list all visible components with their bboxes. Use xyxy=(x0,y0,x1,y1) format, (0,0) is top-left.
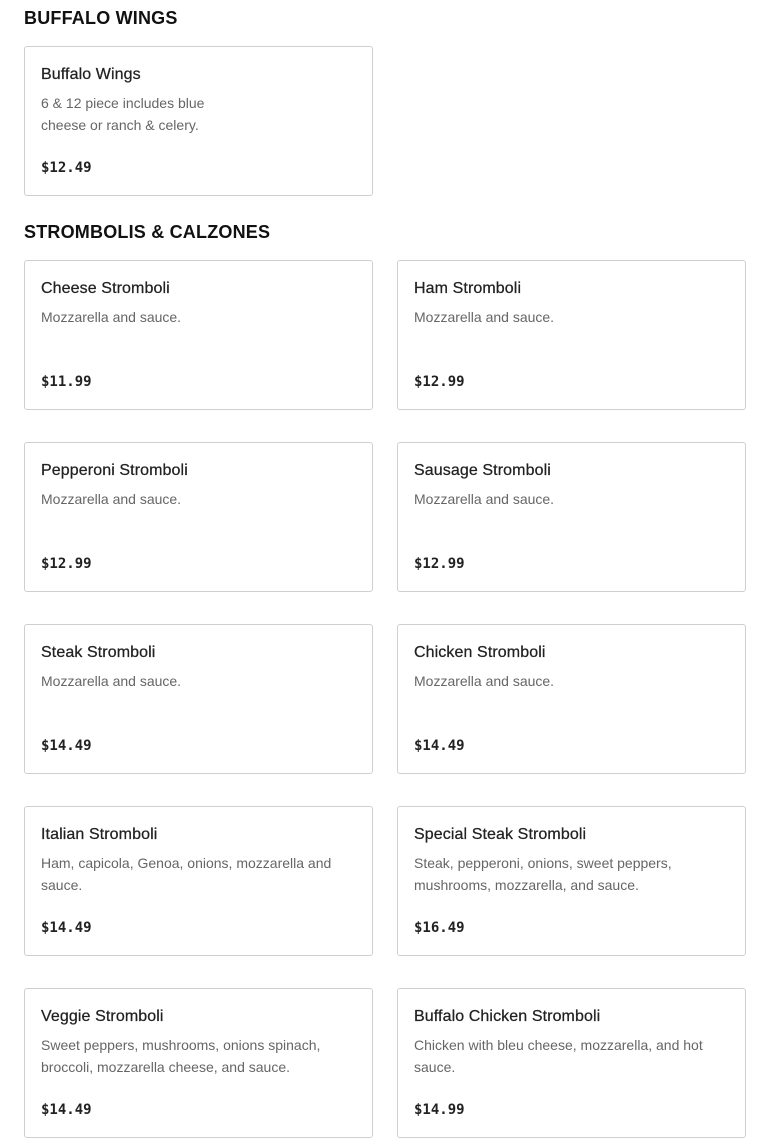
menu-item-card[interactable] xyxy=(24,624,373,774)
menu-item-price: $11.99 xyxy=(41,374,92,390)
menu-item-card[interactable] xyxy=(397,988,746,1138)
menu-item-price: $16.49 xyxy=(414,920,465,936)
menu-item-description: Mozzarella and sauce. xyxy=(414,309,555,325)
menu-item-name: Italian Stromboli xyxy=(41,826,158,843)
menu-item-description: Mozzarella and sauce. xyxy=(414,673,555,689)
menu-item-description: Steak, pepperoni, onions, sweet peppers, mushrooms, mozzarella, and sauce. xyxy=(414,855,672,893)
menu-item-description: Mozzarella and sauce. xyxy=(41,309,182,325)
menu-item-name: Buffalo Wings xyxy=(41,66,141,83)
menu-item-name: Veggie Stromboli xyxy=(41,1008,164,1025)
menu-item-price: $14.49 xyxy=(41,738,92,754)
menu-item-description: Mozzarella and sauce. xyxy=(41,673,182,689)
menu-item-name: Buffalo Chicken Stromboli xyxy=(414,1008,601,1025)
menu-item-card[interactable] xyxy=(24,806,373,956)
menu-item-price: $12.49 xyxy=(41,160,92,176)
menu-item-card[interactable] xyxy=(397,442,746,592)
section-title-strombolis-calzones: STROMBOLIS & CALZONES xyxy=(24,222,271,242)
menu-item-name: Special Steak Stromboli xyxy=(414,826,587,843)
menu-item-description: Mozzarella and sauce. xyxy=(41,491,182,507)
menu-item-card[interactable] xyxy=(24,46,373,196)
menu-item-description: 6 & 12 piece includes blue cheese or ranch & celery. xyxy=(41,95,205,133)
menu-item-card[interactable] xyxy=(24,260,373,410)
menu-item-description: Chicken with bleu cheese, mozzarella, and hot sauce. xyxy=(414,1037,703,1075)
menu-item-card[interactable] xyxy=(24,442,373,592)
menu-item-card[interactable] xyxy=(397,624,746,774)
section-title-buffalo-wings: BUFFALO WINGS xyxy=(24,8,178,28)
menu-item-name: Cheese Stromboli xyxy=(41,280,170,297)
menu-item-price: $12.99 xyxy=(414,374,465,390)
menu-item-description: Ham, capicola, Genoa, onions, mozzarella and sauce. xyxy=(41,855,332,893)
menu-item-price: $12.99 xyxy=(41,556,92,572)
menu-item-name: Ham Stromboli xyxy=(414,280,522,297)
menu-item-price: $14.49 xyxy=(414,738,465,754)
menu-item-price: $14.49 xyxy=(41,920,92,936)
menu-item-description: Mozzarella and sauce. xyxy=(414,491,555,507)
menu-item-price: $14.99 xyxy=(414,1102,465,1118)
menu-item-name: Sausage Stromboli xyxy=(414,462,551,479)
menu-item-card[interactable] xyxy=(397,260,746,410)
menu-item-price: $14.49 xyxy=(41,1102,92,1118)
menu-item-name: Pepperoni Stromboli xyxy=(41,462,188,479)
menu-item-card[interactable] xyxy=(24,988,373,1138)
menu-item-description: Sweet peppers, mushrooms, onions spinach, broccoli, mozzarella cheese, and sauce. xyxy=(41,1037,321,1075)
menu-item-price: $12.99 xyxy=(414,556,465,572)
menu-item-card[interactable] xyxy=(397,806,746,956)
menu-item-name: Steak Stromboli xyxy=(41,644,156,661)
menu-item-name: Chicken Stromboli xyxy=(414,644,546,661)
